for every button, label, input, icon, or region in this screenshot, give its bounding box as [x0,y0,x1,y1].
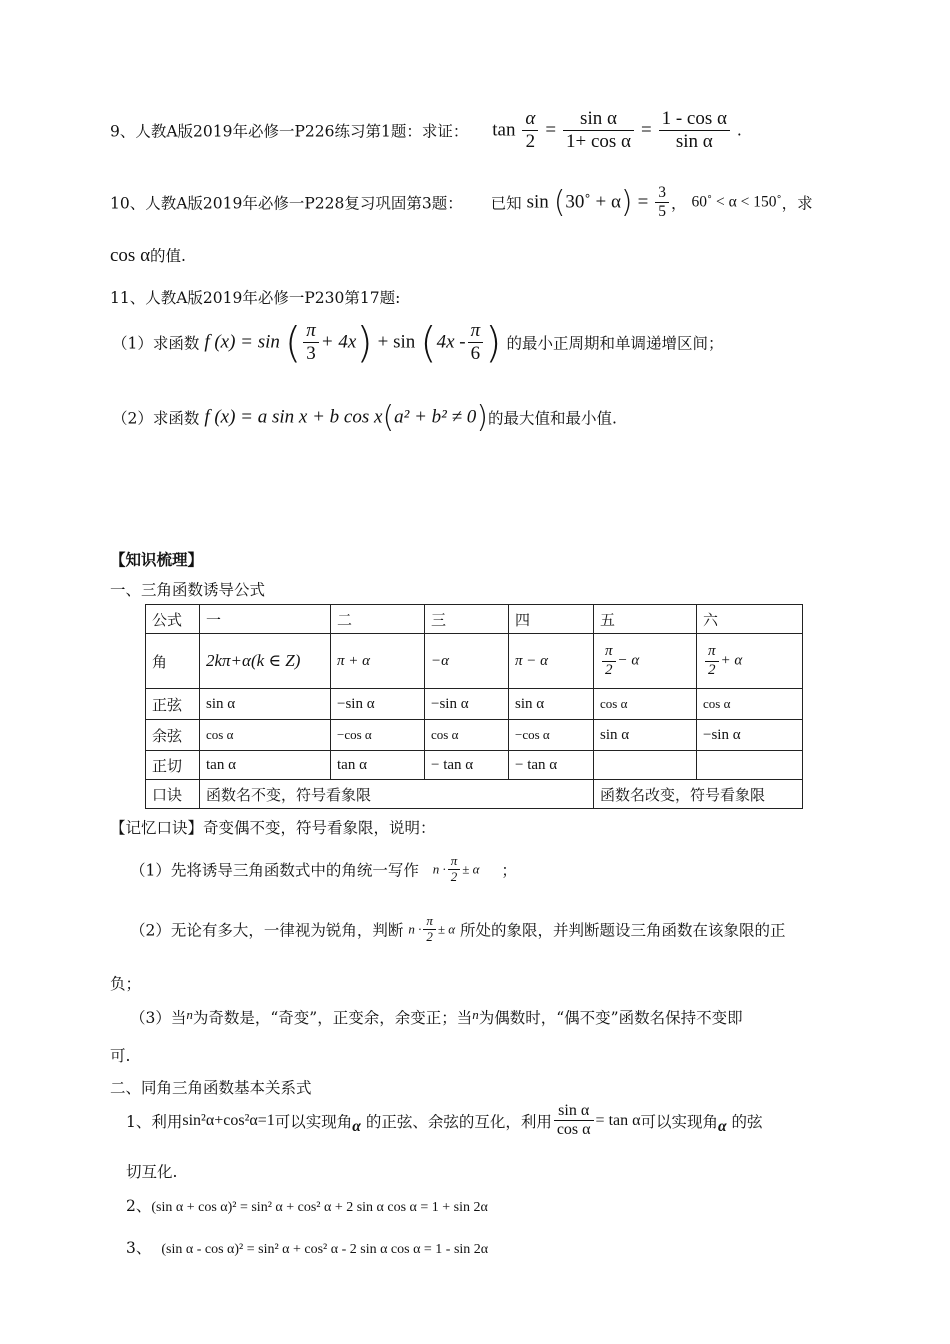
memory-1: （1）先将诱导三角函数式中的角统一写作 n · $\frac{\pi}{2}$ ± α ； [130,853,517,884]
table-row: 余弦 cos α −cos α cos α −cos α sin α −sin α [146,720,803,751]
1minuscos-over-sin: $\frac{\text{1 - cos α}}{\text{sin α}}$ [659,108,730,153]
relation-1: 1、利用sin²α+cos²α=1可以实现角α 的正弦、余弦的互化，利用 $\frac{\text{sin α}}{\text{cos α}}$ = tan α可以实现角α 的弦 [126,1102,763,1139]
memory-2-cont: 负； [110,975,142,993]
relation-2: 2、(sin α + cos α)² = sin² α + cos² α + 2 sin α cos α = 1 + sin 2α [126,1197,488,1215]
three-fifths: $\frac{3}{5}$ [655,184,669,221]
memory-rule: 【记忆口诀】奇变偶不变，符号看象限，说明： [110,819,436,837]
memory-3: （3）当$^n$为奇数是，“奇变”，正变余，余变正；当$^n$为偶数时，“偶不变”函数名保持不变即 [130,1007,743,1027]
problem-10-cont: cos α的值. [110,245,186,266]
relation-1-cont: 切互化. [126,1163,178,1181]
problem-11-label: 11、人教A版2019年必修一P230第17题: [110,289,401,307]
section-1-title: 一、三角函数诱导公式 [110,581,266,599]
sin-over-1pluscos: $\frac{\text{sin α}}{\text{1+ cos α}}$ [563,108,634,153]
relation-3: 3、 (sin α - cos α)² = sin² α + cos² α - 2 sin α cos α = 1 - sin 2α [126,1239,489,1257]
section-2-title: 二、同角三角函数基本关系式 [110,1079,312,1097]
memory-2: （2）无论有多大，一律视为锐角，判断 n · $\frac{\pi}{2}$ ± α 所处的象限，并判断题设三角函数在该象限的正 [130,913,786,944]
table-row: 公式 一 二 三 四 五 六 [146,605,803,634]
knowledge-heading: 【知识梳理】 [110,550,204,569]
problem-10-label: 10、人教A版2019年必修一P228复习巩固第3题： [110,194,463,213]
problem-9: 9、人教A版2019年必修一P226练习第1题：求证： tan $\frac{\alpha}{2}$ = $\frac{\text{sin α}}{\text{1+ cos α}}$ = $\frac{\text{1 - cos α}}{\text{sin α}}$ . [110,108,742,152]
problem-11-q2: （2）求函数 f (x) = a sin x + b cos x(a² + b² ≠ 0)的最大值和最小值. [112,400,617,435]
induction-formula-table [145,604,803,809]
table-row: 口诀 函数名不变，符号看象限 函数名改变，符号看象限 [146,780,803,809]
alpha-over-2: $\frac{\alpha}{2}$ [522,108,538,153]
problem-9-label: 9、人教A版2019年必修一P226练习第1题：求证： [110,122,469,141]
tan-text: tan [492,119,516,141]
problem-11-q1: （1）求函数 f (x) = sin ( $\frac{\pi}{3}$ + 4x) + sin (4x - $\frac{\pi}{6}$ ) 的最小正周期和单调递增区间； [112,318,724,367]
table-row: 正切 tan α tan α − tan α − tan α [146,751,803,780]
problem-10: 10、人教A版2019年必修一P228复习巩固第3题： 已知 sin (30˚ + α) = $\frac{3}{5}$ ， 60˚ < α < 150˚，求 [110,184,813,220]
table-row: 正弦 sin α −sin α −sin α sin α cos α cos α [146,689,803,720]
table-row: 角 2kπ+α(k ∈ Z) π + α −α π − α $\frac{\pi}{2}$ − α $\frac{\pi}{2}$ + α [146,634,803,689]
memory-3-cont: 可. [110,1047,131,1065]
